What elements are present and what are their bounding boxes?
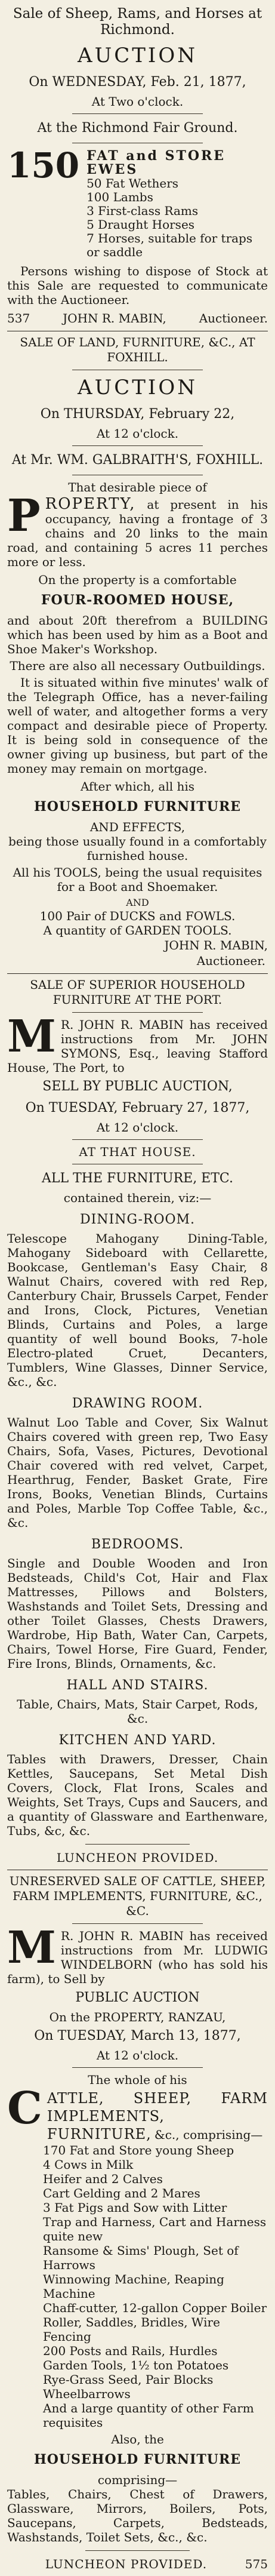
- ad-heading: UNRESERVED SALE OF CATTLE, SHEEP, FARM IMPLEMENTS, FURNITURE, &C., &C.: [9, 1874, 266, 1918]
- section-title-kitchen: KITCHEN AND YARD.: [58, 1733, 217, 1748]
- sale-date: On TUESDAY, February 27, 1877,: [25, 1101, 250, 1115]
- furniture-title: HOUSEHOLD FURNITURE: [33, 2452, 242, 2467]
- comprising-text: comprising—: [97, 2473, 178, 2487]
- drop-cap: M: [7, 1922, 56, 1974]
- divider: [72, 113, 203, 114]
- dining-items: Telescope Mahogany Dining-Table, Mahogany Sideboard with Cellarette, Bookcase, Gentleman's Easy Chair, 8 Walnut Chairs, covered with red Rep, Canterbury Chair, Brussels Carpet, Fender and Irons, Clock, Pictures, Venetian Blinds, Curtains and Poles, a large quantity of well bound Books, 7-hole Electro-plated Cruet, Decanters, Tumblers, Wine Glasses, Dinner Service, &c., &c.: [7, 1231, 268, 1389]
- farm-item: Roller, Saddles, Bridles, Wire Fencing: [43, 2315, 220, 2344]
- contained-text: contained therein, viz:—: [63, 1191, 212, 1205]
- farm-item: Chaff-cutter, 12-gallon Copper Boiler: [43, 2301, 267, 2315]
- farm-item: 4 Cows in Milk: [43, 2157, 134, 2172]
- all-furniture-title: ALL THE FURNITURE, ETC.: [42, 1171, 233, 1186]
- cattle-title: ATTLE, SHEEP, FARM IMPLEMENTS, FURNITURE,: [47, 2090, 268, 2142]
- farm-item: Garden Tools, 1½ ton Potatoes: [43, 2358, 229, 2372]
- signature: [7, 937, 268, 969]
- sale-note: Persons wishing to dispose of Stock at this Sale are requested to communicate with the Auctioneer.: [7, 264, 268, 307]
- sell-title: SELL BY PUBLIC AUCTION,: [42, 1079, 233, 1094]
- sale-venue: On the PROPERTY, RANZAU,: [49, 2010, 226, 2024]
- sale-date: On THURSDAY, February 22,: [40, 407, 235, 422]
- sale-time: At 12 o'clock.: [96, 2048, 179, 2062]
- effects-title: AND EFFECTS,: [89, 820, 186, 834]
- intro-body: R. JOHN R. MABIN has received instructions from Mr. JOHN SYMONS, Esq., leaving Stafford House, The Port, to: [7, 1018, 268, 1075]
- sale-venue: AT THAT HOUSE.: [79, 1145, 196, 1159]
- ewe-count: 150: [7, 145, 80, 186]
- auctioneer-role: Auctioneer.: [196, 954, 265, 968]
- sale-date: On TUESDAY, March 13, 1877,: [34, 2028, 241, 2043]
- luncheon-note: LUNCHEON PROVIDED.: [45, 2557, 208, 2571]
- stock-item: 3 First-class Rams: [86, 204, 199, 218]
- drop-cap: M: [7, 1011, 56, 1062]
- auction-banner: AUCTION: [78, 376, 197, 399]
- furniture-items: Tables, Chairs, Chest of Drawers, Glassware, Mirrors, Boilers, Pots, Saucepans, Carpets, Bedsteads, Washstands, Toilet Sets, &c., &c.: [7, 2487, 268, 2544]
- situation-text: It is situated within five minutes' walk of the Telegraph Office, has a never-failing well of water, and altogether forms a very compact and desirable piece of Property. It is being sold in consequence of the owner giving up business, but part of the money may remain on mortgage.: [7, 675, 268, 776]
- sale-time: At 12 o'clock.: [96, 426, 179, 441]
- ad-heading: Sale of Sheep, Rams, and Horses at Richmond.: [13, 6, 262, 38]
- farm-item: 170 Fat and Store young Sheep: [43, 2143, 234, 2157]
- farm-item: 200 Posts and Rails, Hurdles: [43, 2344, 218, 2358]
- cattle-title-block: [7, 2083, 268, 2143]
- section-title-hall: HALL AND STAIRS.: [66, 1678, 209, 1693]
- signature: [7, 311, 268, 326]
- farm-item: Wheelbarrows: [43, 2387, 131, 2401]
- property-word: ROPERTY,: [45, 495, 136, 513]
- drop-cap: C: [7, 2083, 42, 2134]
- farm-item: 3 Fat Pigs and Sow with Litter: [43, 2200, 227, 2215]
- farm-item: Trap and Harness, Cart and Harness quite new: [43, 2215, 267, 2243]
- garden-text: A quantity of GARDEN TOOLS.: [43, 923, 232, 937]
- effects-note: being those usually found in a comfortably furnished house.: [8, 834, 267, 863]
- ad-sheep-rams-horses: [7, 2, 268, 331]
- auctioneer-role: Auctioneer.: [199, 311, 268, 325]
- furniture-title: HOUSEHOLD FURNITURE: [33, 799, 242, 814]
- luncheon-note: LUNCHEON PROVIDED.: [56, 1850, 219, 1865]
- drawing-items: Walnut Loo Table and Cover, Six Walnut Chairs covered with green rep, Two Easy Chairs, Sofa, Vases, Pictures, Devotional Chair covered with red velvet, Carpet, Hearthrug, Fender, Basket Grate, Fire Irons, Books, Venetian Blinds, Curtains and Poles, Marble Top Coffee Table, &c., &c.: [7, 1415, 268, 1530]
- ad-land-foxhill: [7, 331, 268, 974]
- divider: [72, 1923, 203, 1924]
- sell-title: PUBLIC AUCTION: [75, 1990, 200, 2005]
- farm-item: Rye-Grass Seed, Pair Blocks: [43, 2372, 214, 2387]
- ad-reference: 575: [245, 2557, 268, 2571]
- bedroom-items: Single and Double Wooden and Iron Bedsteads, Child's Cot, Hair and Flax Mattresses, Pillows and Bolsters, Washstands and Toilet Sets, Dressing and other Toilet Glasses, Chests Drawers, Wardrobe, Hip Bath, Water Can, Carpets, Chairs, Towel Horse, Fire Guard, Fender, Fire Irons, Blinds, Ornaments, &c.: [7, 1556, 268, 1671]
- divider: [72, 1012, 203, 1013]
- and-text: AND: [126, 897, 149, 908]
- ad-cattle-ranzau: [7, 1870, 268, 2576]
- sale-venue: At the Richmond Fair Ground.: [37, 121, 238, 136]
- farm-item-list: [43, 2143, 268, 2430]
- house-title: FOUR-ROOMED HOUSE,: [41, 592, 234, 608]
- stock-item: 50 Fat Wethers: [86, 176, 179, 190]
- sale-date: On WEDNESDAY, Feb. 21, 1877,: [29, 75, 246, 90]
- stock-list: [86, 148, 268, 259]
- sale-time: At Two o'clock.: [91, 94, 184, 109]
- divider: [72, 445, 203, 446]
- outbuildings-text: There are also all necessary Outbuildings.: [10, 659, 265, 673]
- auctioneer-name: JOHN R. MABIN,: [63, 311, 166, 325]
- ad-heading: SALE OF SUPERIOR HOUSEHOLD FURNITURE AT THE PORT.: [30, 977, 245, 1007]
- also-text: Also, the: [111, 2432, 164, 2446]
- intro-text: [7, 1011, 268, 1075]
- cattle-tail: &c., comprising—: [154, 2128, 263, 2142]
- farm-item: Cart Gelding and 2 Mares: [43, 2186, 200, 2200]
- section-title-drawing: DRAWING ROOM.: [72, 1396, 203, 1411]
- auctioneer-name: JOHN R. MABIN,: [164, 938, 268, 952]
- drop-cap: P: [7, 490, 41, 542]
- ad-reference: 537: [7, 311, 30, 325]
- farm-item: Ransome & Sims' Plough, Set of Harrows: [43, 2243, 239, 2272]
- tools-text: All his TOOLS, being the usual requisites for a Boot and Shoemaker.: [13, 865, 262, 894]
- intro-body: R. JOHN R. MABIN has received instructions from Mr. LUDWIG WINDELBORN (who has sold his farm), to Sell by: [7, 1929, 268, 1986]
- property-text: at present in his occupancy, having a frontage of 3 chains and 20 links to the main road, and containing 5 acres 11 perches more or less.: [7, 497, 268, 569]
- stock-list-block: [7, 145, 268, 259]
- stock-title: FAT and STORE EWES: [86, 148, 226, 177]
- farm-item: Winnowing Machine, Reaping Machine: [43, 2272, 224, 2301]
- property-description: [7, 490, 268, 569]
- on-property: On the property is a comfortable: [38, 573, 237, 587]
- intro-text: [7, 1922, 268, 1986]
- hall-items: Table, Chairs, Mats, Stair Carpet, Rods, &c.: [17, 1697, 258, 1726]
- auction-banner: AUCTION: [78, 44, 197, 67]
- property-intro: That desirable piece of: [68, 480, 207, 494]
- ad-furniture-port: [7, 974, 268, 1870]
- stock-item: 7 Horses, suitable for traps or saddle: [86, 231, 253, 259]
- divider: [85, 1844, 190, 1845]
- sale-venue: At Mr. WM. GALBRAITH'S, FOXHILL.: [11, 453, 264, 468]
- building-text: and about 20ft therefrom a BUILDING which has been used by him as a Boot and Shoe Maker's Workshop.: [7, 613, 268, 656]
- section-title-dining: DINING-ROOM.: [79, 1212, 196, 1227]
- whole-text: The whole of his: [88, 2073, 187, 2087]
- ad-heading: SALE OF LAND, FURNITURE, &C., AT FOXHILL.: [20, 335, 255, 364]
- ducks-text: 100 Pair of DUCKS and FOWLS.: [39, 909, 236, 923]
- stock-item: 100 Lambs: [86, 190, 153, 204]
- section-title-bedrooms: BEDROOMS.: [91, 1537, 184, 1552]
- kitchen-items: Tables with Drawers, Dresser, Chain Kettles, Saucepans, Set Metal Dish Covers, Clock, Flat Irons, Scales and Weights, Set Trays, Cups and Saucers, and a quantity of Glassware and Earthenware, Tubs, &c, &c.: [7, 1752, 268, 1838]
- newspaper-column: [7, 0, 268, 2576]
- sale-time: At 12 o'clock.: [96, 1120, 179, 1135]
- footer-row: [7, 2557, 268, 2571]
- divider: [85, 2550, 190, 2551]
- divider: [72, 2067, 203, 2068]
- farm-item: Heifer and 2 Calves: [43, 2172, 163, 2186]
- stock-item: 5 Draught Horses: [86, 217, 195, 232]
- after-text: After which, all his: [80, 779, 195, 794]
- divider: [72, 1139, 203, 1140]
- farm-item: And a large quantity of other Farm requisites: [43, 2401, 254, 2430]
